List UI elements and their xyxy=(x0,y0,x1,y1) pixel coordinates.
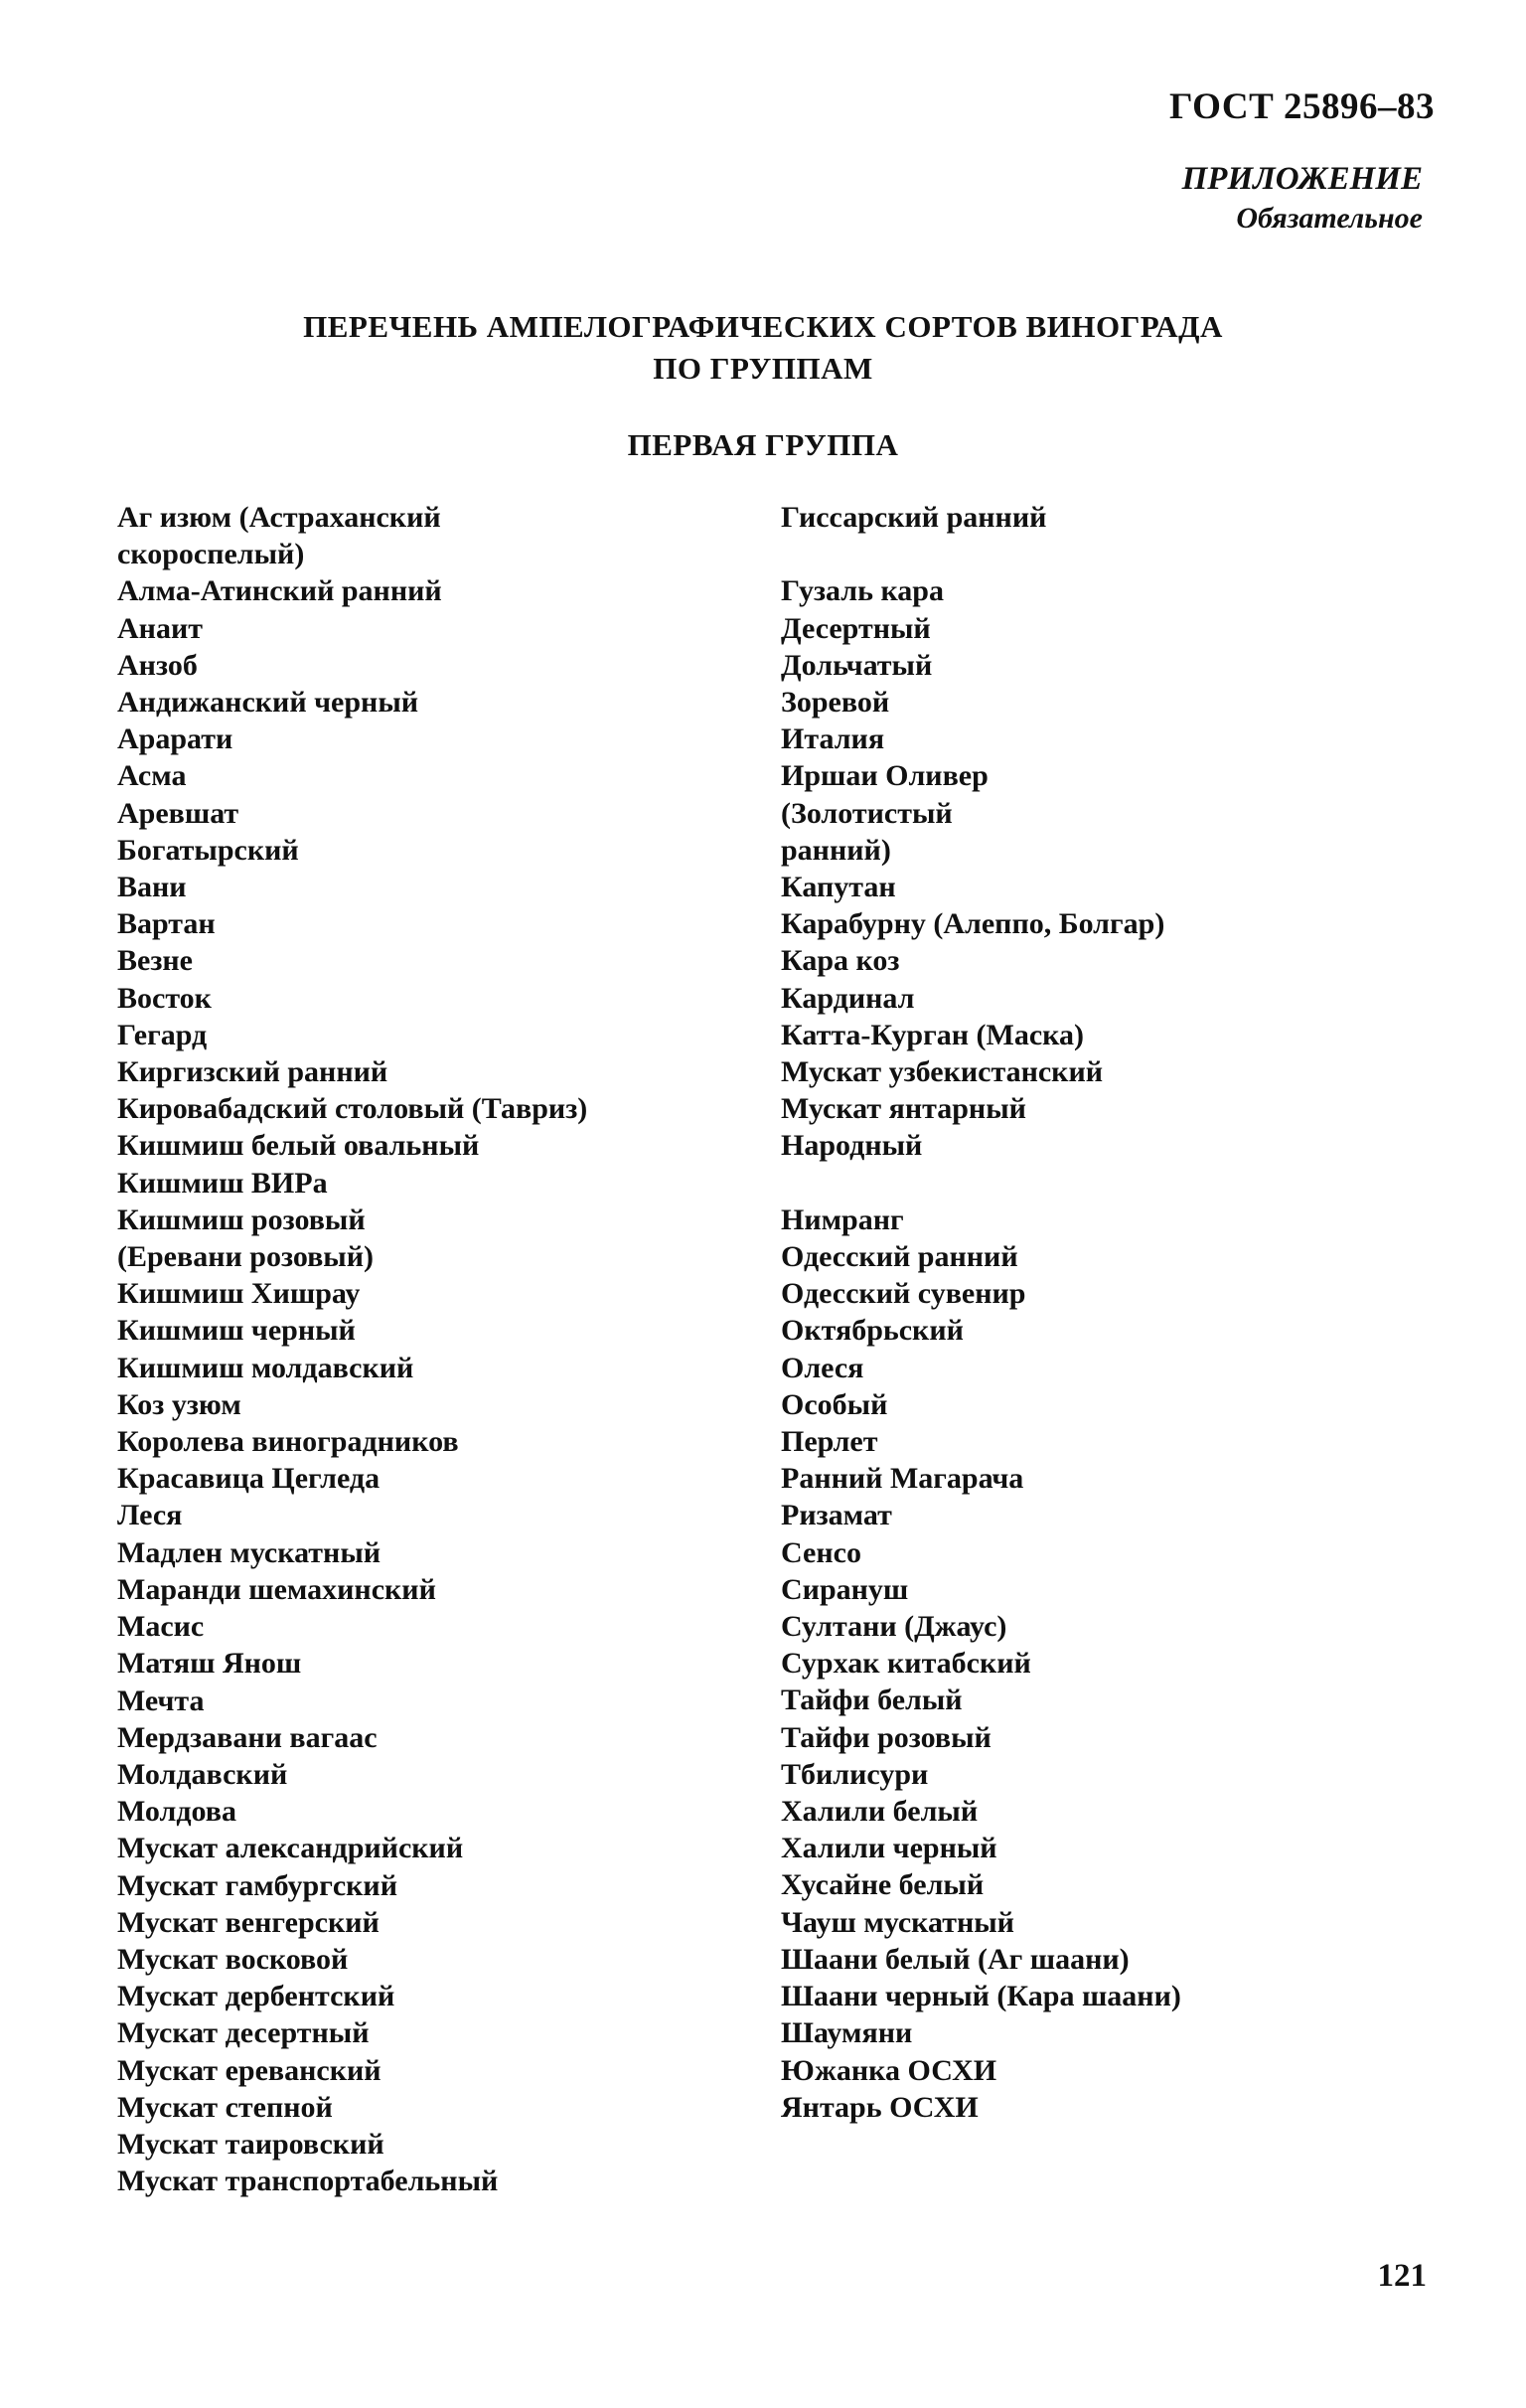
list-item: Мускат транспортабельный xyxy=(117,2165,499,2198)
list-item: Вани xyxy=(117,871,187,904)
list-item: Асма xyxy=(117,759,187,793)
list-item: Восток xyxy=(117,981,212,1015)
list-item: Десертный xyxy=(781,611,931,645)
list-item: Кишмиш черный xyxy=(117,1314,356,1348)
group-title: ПЕРВАЯ ГРУППА xyxy=(627,427,899,462)
list-item: Кишмиш белый овальный xyxy=(117,1129,480,1163)
list-item: Иршаи Оливер xyxy=(781,759,989,793)
list-item: ранний) xyxy=(781,833,891,867)
title-line-2: ПО ГРУППАМ xyxy=(653,351,873,386)
list-item: Шаумяни xyxy=(781,2016,913,2050)
list-item: Ранний Магарача xyxy=(781,1462,1024,1496)
list-item: Кишмиш Хишрау xyxy=(117,1277,361,1311)
list-item: Анзоб xyxy=(117,648,198,682)
list-item: Мечта xyxy=(117,1684,205,1717)
list-item: Алма-Атинский ранний xyxy=(117,574,442,608)
list-item xyxy=(781,536,1397,572)
list-item: Кировабадский столовый (Тавриз) xyxy=(117,1092,588,1126)
list-item: Кардинал xyxy=(781,981,915,1015)
list-item: Катта-Курган (Маска) xyxy=(781,1018,1084,1051)
list-item: Народный xyxy=(781,1129,923,1163)
list-item: Сенсо xyxy=(781,1535,861,1569)
list-item: Королева виноградников xyxy=(117,1425,459,1459)
list-item: скороспелый) xyxy=(117,538,305,571)
list-item: Чауш мускатный xyxy=(781,1905,1014,1939)
list-item: Леся xyxy=(117,1499,183,1532)
list-item: Мускат александрийский xyxy=(117,1832,464,1865)
list-item: Матяш Янош xyxy=(117,1647,302,1681)
list-item: Молдавский xyxy=(117,1757,288,1791)
list-item: (Еревани розовый) xyxy=(117,1240,374,1274)
list-item: Маранди шемахинский xyxy=(117,1572,436,1606)
list-item: Богатырский xyxy=(117,833,299,867)
list-item: Тайфи белый xyxy=(781,1684,963,1717)
left-variety-list xyxy=(117,499,763,2199)
list-item: Коз узюм xyxy=(117,1387,241,1421)
list-item: Южанка ОСХИ xyxy=(781,2053,997,2087)
list-item: Масис xyxy=(117,1610,205,1644)
list-item: Капутан xyxy=(781,871,896,904)
appendix-title: ПРИЛОЖЕНИЕ xyxy=(1181,161,1423,197)
list-item: Гузаль кара xyxy=(781,574,944,608)
list-item: Халили черный xyxy=(781,1832,997,1865)
list-item: Тайфи розовый xyxy=(781,1720,992,1754)
list-item: Красавица Цегледа xyxy=(117,1462,381,1496)
list-item: Мускат дербентский xyxy=(117,1980,395,2013)
right-variety-list xyxy=(781,499,1397,2126)
list-item: Кара коз xyxy=(781,944,900,978)
list-item: Тбилисури xyxy=(781,1757,929,1791)
list-item: Мускат восковой xyxy=(117,1942,349,1976)
appendix-block xyxy=(1182,159,1423,239)
page-number: 121 xyxy=(1377,2258,1427,2294)
list-item: Сурхак китабский xyxy=(781,1647,1031,1681)
title-line-1: ПЕРЕЧЕНЬ АМПЕЛОГРАФИЧЕСКИХ СОРТОВ ВИНОГРАДА xyxy=(303,309,1223,344)
list-item: Одесский сувенир xyxy=(781,1277,1026,1311)
list-item: Дольчатый xyxy=(781,648,933,682)
list-item: Гиссарский ранний xyxy=(781,501,1047,534)
list-item: Аревшат xyxy=(117,796,239,830)
list-item: Перлет xyxy=(781,1425,878,1459)
list-item: Мадлен мускатный xyxy=(117,1535,382,1569)
list-item: Кишмиш молдавский xyxy=(117,1351,414,1384)
list-item: Мускат ереванский xyxy=(117,2053,382,2087)
list-item: Гегард xyxy=(117,1018,208,1051)
list-item: Арарати xyxy=(117,722,233,756)
list-item: Одесский ранний xyxy=(781,1240,1018,1274)
list-item: Карабурну (Алеппо, Болгар) xyxy=(781,907,1165,941)
list-item: Ризамат xyxy=(781,1499,892,1532)
list-item: Мускат десертный xyxy=(117,2016,370,2050)
gost-number: ГОСТ 25896–83 xyxy=(1169,86,1435,127)
list-item: Зоревой xyxy=(781,686,890,719)
list-item: Хусайне белый xyxy=(781,1868,985,1902)
list-item: Октябрьский xyxy=(781,1314,964,1348)
list-item: Мускат таировский xyxy=(117,2127,384,2161)
list-item: Шаани белый (Аг шаани) xyxy=(781,1942,1130,1976)
list-item: Кишмиш розовый xyxy=(117,1203,366,1236)
list-item: Андижанский черный xyxy=(117,686,419,720)
list-item: Мускат узбекистанский xyxy=(781,1055,1104,1089)
list-item: Аг изюм (Астраханский xyxy=(117,501,441,534)
list-item: Особый xyxy=(781,1387,888,1421)
list-item: Мердзавани вагаас xyxy=(117,1720,378,1754)
list-item: Мускат венгерский xyxy=(117,1905,380,1939)
list-item: Молдова xyxy=(117,1795,236,1829)
list-item: Вартан xyxy=(117,907,216,941)
list-item: (Золотистый xyxy=(781,796,953,830)
list-item: Сирануш xyxy=(781,1572,909,1606)
list-item xyxy=(781,1165,1397,1202)
list-item: Мускат янтарный xyxy=(781,1092,1026,1126)
list-item: Султани (Джаус) xyxy=(781,1610,1007,1644)
appendix-subtitle: Обязательное xyxy=(1236,202,1423,235)
list-item: Везне xyxy=(117,944,193,978)
list-item: Шаани черный (Кара шаани) xyxy=(781,1980,1181,2013)
list-item: Киргизский ранний xyxy=(117,1055,388,1089)
list-item: Халили белый xyxy=(781,1795,979,1829)
document-title xyxy=(0,306,1526,390)
list-item: Нимранг xyxy=(781,1203,904,1236)
list-item: Кишмиш ВИРа xyxy=(117,1166,328,1200)
list-item: Олеся xyxy=(781,1351,864,1384)
list-item: Мускат степной xyxy=(117,2090,333,2124)
list-item: Анаит xyxy=(117,611,203,645)
list-item: Мускат гамбургский xyxy=(117,1868,397,1902)
list-item: Янтарь ОСХИ xyxy=(781,2090,979,2124)
list-item: Италия xyxy=(781,722,885,756)
